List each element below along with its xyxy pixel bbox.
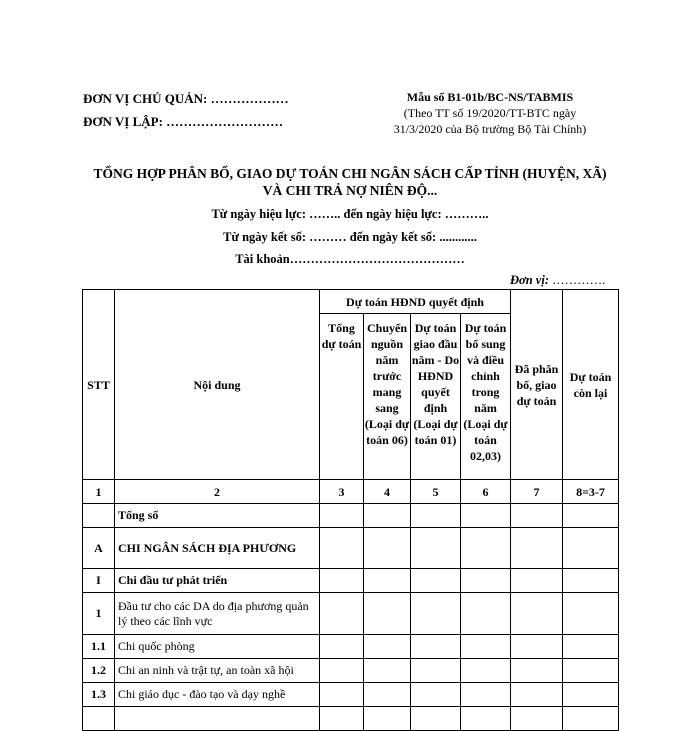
table-row	[83, 683, 619, 707]
report-title: TỔNG HỢP PHÂN BỔ, GIAO DỰ TOÁN CHI NGÂN SÁCH CẤP TỈNH (HUYỆN, XÃ)	[93, 166, 607, 181]
row-stt: I	[83, 569, 115, 593]
table-row	[83, 528, 619, 569]
header-content: Nội dung	[115, 290, 320, 480]
table-row	[83, 504, 619, 528]
form-reference-date: 31/3/2020 của Bộ trường Bộ Tài Chính)	[393, 122, 587, 136]
table-row	[83, 593, 619, 635]
reporting-unit-label: ĐƠN VỊ LẬP: ………………………	[83, 114, 284, 129]
index-cell: 8=3-7	[563, 480, 619, 504]
row-stt: 1.3	[83, 683, 115, 707]
header-remaining: Dự toán còn lại	[563, 290, 619, 480]
posting-date-range: Từ ngày kết số: ……… đến ngày kết số: ............	[223, 230, 477, 244]
unit-label: Đơn vị:	[510, 273, 549, 287]
row-stt	[83, 504, 115, 528]
table-row	[83, 707, 619, 731]
row-content: Đầu tư cho các DA do địa phương quản lý theo các lĩnh vực	[115, 593, 320, 635]
allocation-table	[82, 289, 619, 731]
row-content	[115, 707, 320, 731]
index-cell: 2	[115, 480, 320, 504]
report-title-line2: VÀ CHI TRẢ NỢ NIÊN ĐỘ...	[262, 183, 438, 198]
row-content: Tổng số	[115, 504, 320, 528]
table-row	[83, 659, 619, 683]
row-stt: 1	[83, 593, 115, 635]
header-stt: STT	[83, 290, 115, 480]
form-reference: (Theo TT số 19/2020/TT-BTC ngày	[403, 106, 577, 120]
managing-unit-label: ĐƠN VỊ CHỦ QUẢN: ………………	[83, 91, 289, 106]
row-content: Chi giáo dục - đào tạo và dạy nghề	[115, 683, 320, 707]
unit-value: ………….	[549, 273, 606, 287]
header-total-estimate: Tổng dự toán	[320, 314, 364, 480]
index-cell: 3	[320, 480, 364, 504]
effective-date-range: Từ ngày hiệu lực: …….. đến ngày hiệu lực: ………..	[211, 207, 489, 221]
header-allocated: Đã phân bổ, giao dự toán	[511, 290, 563, 480]
index-cell: 5	[411, 480, 461, 504]
index-cell: 7	[511, 480, 563, 504]
unit-row	[510, 273, 605, 288]
header-council-estimate-group: Dự toán HĐND quyết định	[320, 290, 511, 314]
table-row	[83, 635, 619, 659]
row-stt	[83, 707, 115, 731]
table-row	[83, 569, 619, 593]
row-content: CHI NGÂN SÁCH ĐỊA PHƯƠNG	[115, 528, 320, 569]
header-initial-estimate: Dự toán giao đầu năm - Do HĐND quyết định (Loại dự toán 01)	[411, 314, 461, 480]
row-stt: A	[83, 528, 115, 569]
row-content: Chi an ninh và trật tự, an toàn xã hội	[115, 659, 320, 683]
row-stt: 1.2	[83, 659, 115, 683]
row-content: Chi quốc phòng	[115, 635, 320, 659]
row-stt: 1.1	[83, 635, 115, 659]
row-content: Chi đầu tư phát triển	[115, 569, 320, 593]
header-carryover: Chuyển nguồn năm trước mang sang (Loại dự toán 06)	[364, 314, 411, 480]
index-cell: 6	[461, 480, 511, 504]
index-cell: 1	[83, 480, 115, 504]
header-supplementary: Dự toán bổ sung và điều chỉnh trong năm (Loại dự toán 02,03)	[461, 314, 511, 480]
account-label: Tài khoản……………………………………	[235, 252, 465, 266]
index-cell: 4	[364, 480, 411, 504]
form-number: Mẫu số B1-01b/BC-NS/TABMIS	[406, 90, 574, 104]
